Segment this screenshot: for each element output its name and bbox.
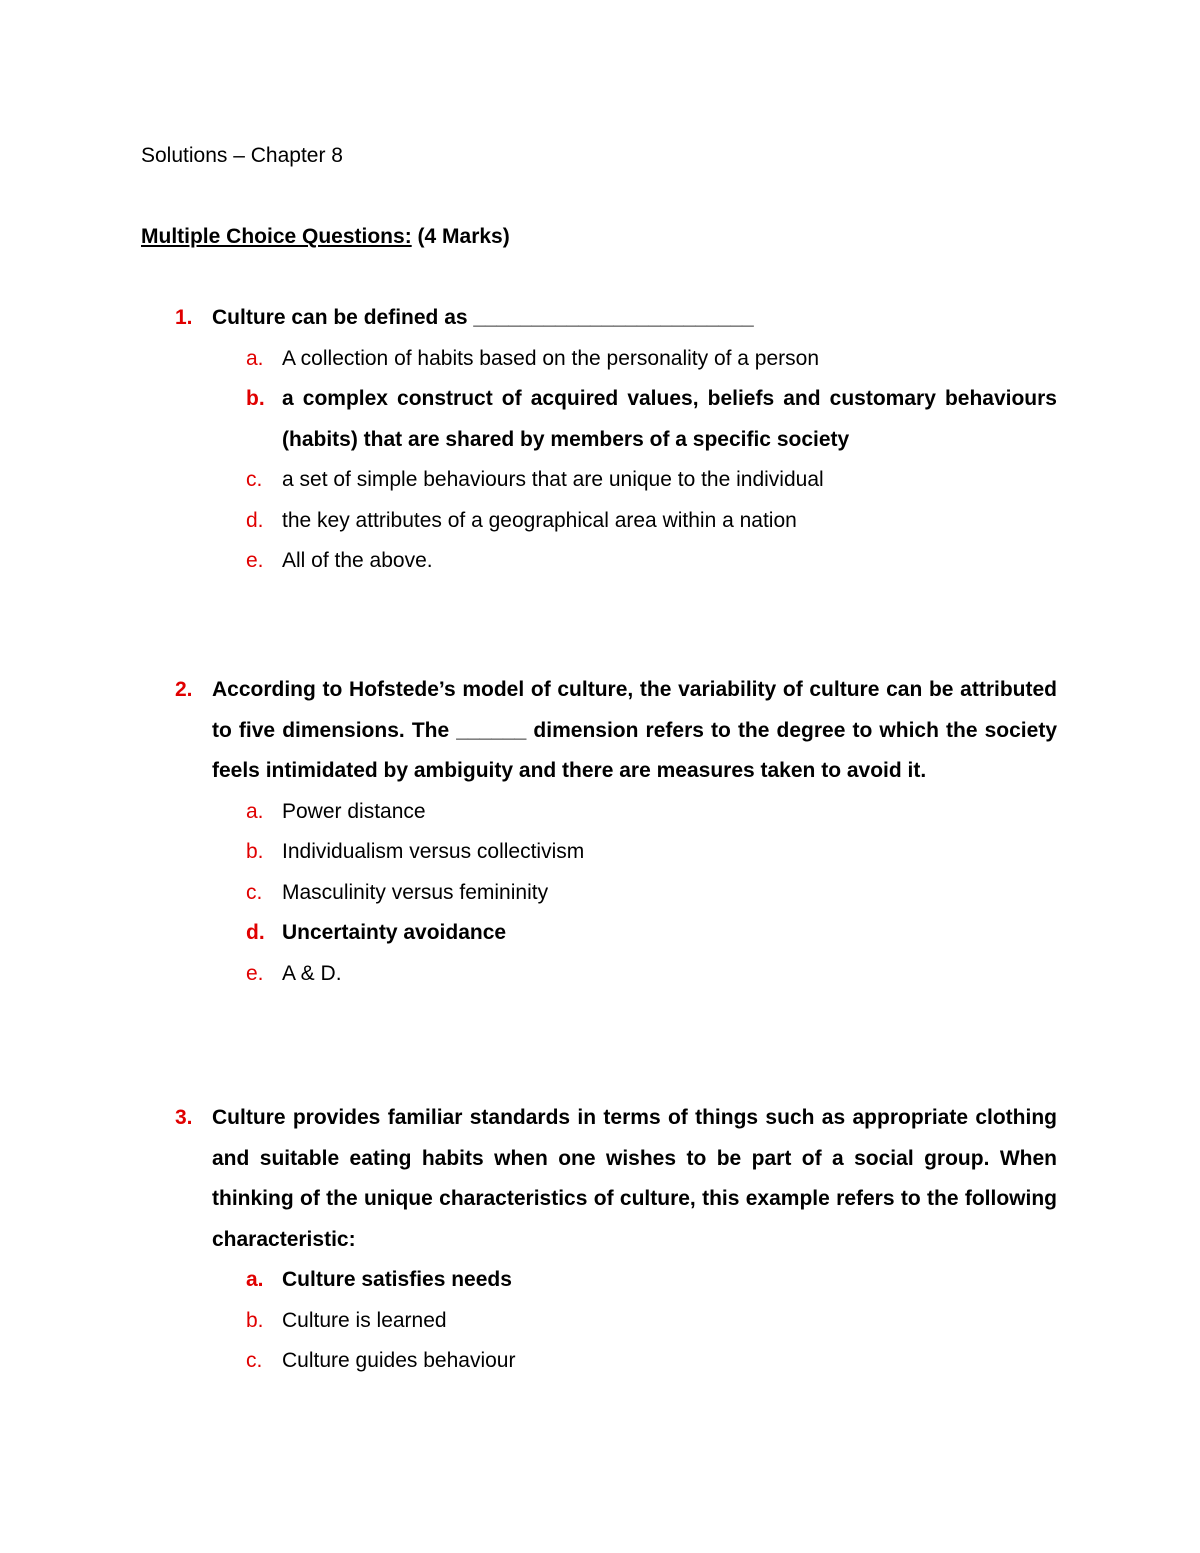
- question-stem: [141, 298, 1057, 339]
- option-text: A collection of habits based on the personality of a person: [282, 346, 820, 370]
- answer-options: [141, 792, 1057, 995]
- option-letter: e.: [246, 961, 264, 985]
- answer-options: [141, 1260, 1057, 1382]
- answer-option-correct: [141, 379, 1057, 460]
- question-text: Culture provides familiar standards in terms of things such as appropriate clothing and suitable eating habits when one wishes to be part of a social group. When thinking of the unique characteristics of culture, this example refers to the following characteristic:: [212, 1106, 1057, 1251]
- option-text: Power distance: [282, 799, 426, 823]
- answer-option: [141, 873, 1057, 914]
- option-text: All of the above.: [282, 549, 433, 572]
- section-heading-marks: (4 Marks): [411, 225, 510, 248]
- question-stem: [141, 1098, 1057, 1260]
- answer-option-correct: [141, 1260, 1057, 1301]
- option-letter: e.: [246, 549, 264, 572]
- answer-option-correct: [141, 913, 1057, 954]
- answer-option: [141, 1341, 1057, 1382]
- section-heading: [141, 223, 510, 251]
- answer-option: [141, 541, 1057, 582]
- answer-option: [141, 460, 1057, 501]
- question-number: 1.: [175, 306, 193, 329]
- question-stem: [141, 670, 1057, 792]
- option-text: Culture guides behaviour: [282, 1349, 516, 1372]
- question-number: 3.: [175, 1106, 193, 1129]
- option-text: a complex construct of acquired values, beliefs and customary behaviours (habits) that are shared by members of a specific society: [282, 387, 1057, 451]
- answer-option: [141, 792, 1057, 833]
- option-text: Culture satisfies needs: [282, 1268, 512, 1291]
- option-letter: a.: [246, 799, 264, 823]
- option-letter: d.: [246, 508, 264, 532]
- option-text: the key attributes of a geographical area within a nation: [282, 508, 797, 532]
- answer-option: [141, 339, 1057, 380]
- option-text: Masculinity versus femininity: [282, 880, 549, 904]
- option-text: Uncertainty avoidance: [282, 921, 507, 944]
- option-text: A & D.: [282, 961, 342, 985]
- answer-option: [141, 954, 1057, 995]
- section-heading-label: Multiple Choice Questions:: [141, 225, 412, 248]
- question-2: [141, 670, 1057, 994]
- answer-options: [141, 339, 1057, 582]
- option-letter: b.: [246, 387, 265, 410]
- document-title: Solutions – Chapter 8: [141, 144, 343, 167]
- answer-option: [141, 832, 1057, 873]
- option-letter: b.: [246, 1308, 264, 1332]
- option-letter: d.: [246, 921, 265, 944]
- question-text: Culture can be defined as ________________________: [212, 306, 754, 329]
- option-letter: c.: [246, 1349, 263, 1372]
- option-letter: c.: [246, 880, 263, 904]
- question-text: According to Hofstede’s model of culture, the variability of culture can be attributed to five dimensions. The ______ dimension refers to the degree to which the society feels intimidated by ambiguity and there are measures taken to avoid it.: [212, 678, 1057, 782]
- option-letter: b.: [246, 840, 264, 863]
- option-letter: c.: [246, 468, 263, 491]
- question-1: [141, 298, 1057, 582]
- answer-option: [141, 1301, 1057, 1342]
- option-letter: a.: [246, 346, 264, 370]
- question-number: 2.: [175, 678, 193, 701]
- option-text: Individualism versus collectivism: [282, 840, 585, 863]
- question-3: [141, 1098, 1057, 1382]
- option-text: a set of simple behaviours that are unique to the individual: [282, 468, 824, 491]
- answer-option: [141, 501, 1057, 542]
- option-letter: a.: [246, 1268, 264, 1291]
- option-text: Culture is learned: [282, 1308, 447, 1332]
